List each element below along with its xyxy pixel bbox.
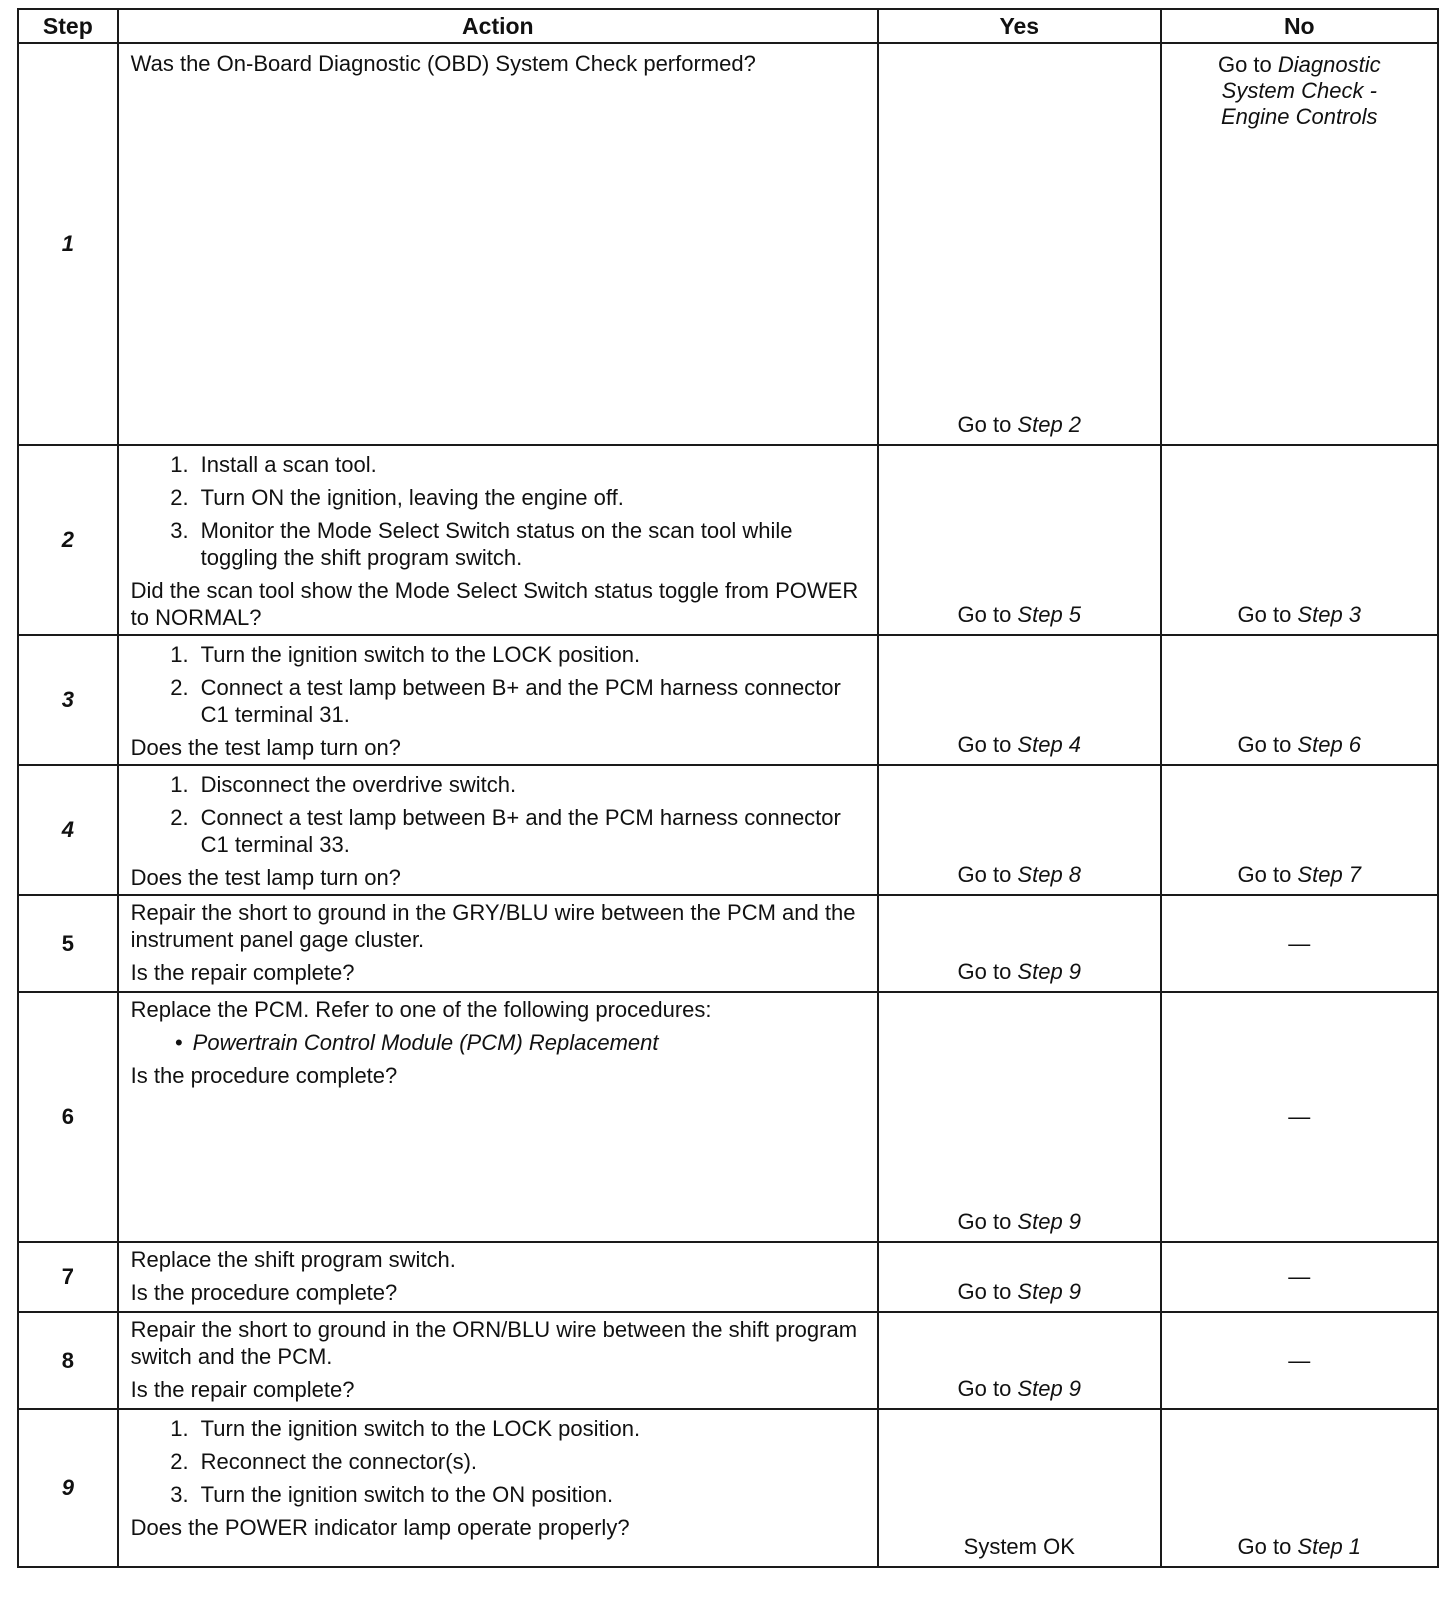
list-item: 3. Turn the ignition switch to the ON position. (170, 1482, 614, 1507)
procedure-link[interactable]: • Powertrain Control Module (PCM) Replacement (174, 1030, 659, 1055)
step-number: 5 (18, 895, 118, 992)
action-text: Replace the PCM. Refer to one of the following procedures: (130, 997, 712, 1022)
table-row-step-8 (18, 1312, 1438, 1409)
no-cell: — (1161, 1242, 1438, 1312)
no-cell: — (1161, 1312, 1438, 1409)
no-cell: — (1161, 895, 1438, 992)
action-cell (118, 895, 878, 992)
action-cell (118, 1409, 878, 1567)
yes-cell: Go to Step 4 (878, 635, 1161, 765)
step-number: 2 (18, 445, 118, 635)
list-item: 1. Turn the ignition switch to the LOCK position. (170, 642, 641, 667)
list-item: 1. Turn the ignition switch to the LOCK position. (170, 1416, 641, 1441)
action-question: Does the test lamp turn on? (130, 735, 401, 760)
yes-link[interactable]: Step 9 (1017, 959, 1082, 984)
yes-cell: Go to Step 9 (878, 1312, 1161, 1409)
action-text: Replace the shift program switch. (130, 1247, 456, 1272)
list-item: 1. Disconnect the overdrive switch. (170, 772, 517, 797)
list-item: 2. Turn ON the ignition, leaving the engine off. (170, 485, 624, 510)
no-cell (1161, 43, 1438, 445)
yes-cell: Go to Step 9 (878, 992, 1161, 1242)
action-question: Did the scan tool show the Mode Select Switch status toggle from POWER to NORMAL? (130, 578, 859, 630)
action-text: Repair the short to ground in the GRY/BLU wire between the PCM and the instrument panel gage cluster. (130, 900, 856, 952)
no-prefix: Go to (1217, 52, 1278, 77)
yes-cell (878, 43, 1161, 445)
action-cell (118, 635, 878, 765)
yes-link[interactable]: Step 5 (1017, 602, 1082, 627)
action-cell (118, 765, 878, 895)
action-question: Does the POWER indicator lamp operate properly? (130, 1515, 630, 1540)
no-cell: Go to Step 7 (1161, 765, 1438, 895)
header-yes: Yes (878, 9, 1161, 43)
action-cell (118, 1312, 878, 1409)
action-question: Is the procedure complete? (130, 1063, 398, 1088)
list-item: 2. Connect a test lamp between B+ and the PCM harness connector C1 terminal 33. (170, 805, 841, 857)
table-row-step-2 (18, 445, 1438, 635)
table-header-row (18, 9, 1438, 43)
table-row-step-5 (18, 895, 1438, 992)
action-question: Is the repair complete? (130, 1377, 355, 1402)
yes-link[interactable]: Step 8 (1017, 862, 1082, 887)
list-item: 1. Install a scan tool. (170, 452, 377, 477)
action-text: Repair the short to ground in the ORN/BLU wire between the shift program switch and the PCM. (130, 1317, 858, 1369)
header-action: Action (118, 9, 878, 43)
yes-prefix: Go to (957, 412, 1018, 437)
table-row-step-6 (18, 992, 1438, 1242)
no-cell: — (1161, 992, 1438, 1242)
header-no: No (1161, 9, 1438, 43)
yes-cell: System OK (878, 1409, 1161, 1567)
action-cell (118, 1242, 878, 1312)
no-link[interactable]: Diagnostic (1277, 52, 1381, 77)
no-link[interactable]: Step 7 (1297, 862, 1362, 887)
action-question: Is the repair complete? (130, 960, 355, 985)
action-cell (118, 992, 878, 1242)
list-item: 2. Reconnect the connector(s). (170, 1449, 478, 1474)
list-item: 3. Monitor the Mode Select Switch status on the scan tool while toggling the shift program switch. (170, 518, 793, 570)
action-text: Was the On-Board Diagnostic (OBD) System Check performed? (130, 51, 756, 76)
header-step: Step (18, 9, 118, 43)
step-number: 8 (18, 1312, 118, 1409)
no-cell: Go to Step 6 (1161, 635, 1438, 765)
list-item: 2. Connect a test lamp between B+ and the PCM harness connector C1 terminal 31. (170, 675, 841, 727)
yes-cell: Go to Step 9 (878, 895, 1161, 992)
table-row-step-7 (18, 1242, 1438, 1312)
no-link[interactable]: Step 6 (1297, 732, 1362, 757)
table-row-step-1 (18, 43, 1438, 445)
yes-cell: Go to Step 9 (878, 1242, 1161, 1312)
step-number: 1 (18, 43, 118, 445)
diagnostic-table (17, 8, 1439, 1568)
no-link[interactable]: Step 1 (1297, 1534, 1362, 1559)
step-number: 3 (18, 635, 118, 765)
action-question: Does the test lamp turn on? (130, 865, 401, 890)
yes-link[interactable]: Step 4 (1017, 732, 1082, 757)
yes-cell: Go to Step 8 (878, 765, 1161, 895)
table-row-step-3 (18, 635, 1438, 765)
action-question: Is the procedure complete? (130, 1280, 398, 1305)
no-cell: Go to Step 1 (1161, 1409, 1438, 1567)
no-link[interactable]: Step 3 (1297, 602, 1362, 627)
yes-link[interactable]: Step 2 (1017, 412, 1082, 437)
action-cell (118, 445, 878, 635)
yes-link[interactable]: Step 9 (1017, 1376, 1082, 1401)
step-number: 9 (18, 1409, 118, 1567)
action-cell (118, 43, 878, 445)
table-row-step-9 (18, 1409, 1438, 1567)
no-cell: Go to Step 3 (1161, 445, 1438, 635)
yes-link[interactable]: Step 9 (1017, 1279, 1082, 1304)
step-number: 4 (18, 765, 118, 895)
yes-link[interactable]: Step 9 (1017, 1209, 1082, 1234)
step-number: 6 (18, 992, 118, 1242)
no-link-line3[interactable]: Engine Controls (1221, 104, 1378, 129)
no-link-line2[interactable]: System Check - (1221, 78, 1377, 103)
step-number: 7 (18, 1242, 118, 1312)
table-row-step-4 (18, 765, 1438, 895)
yes-cell: Go to Step 5 (878, 445, 1161, 635)
